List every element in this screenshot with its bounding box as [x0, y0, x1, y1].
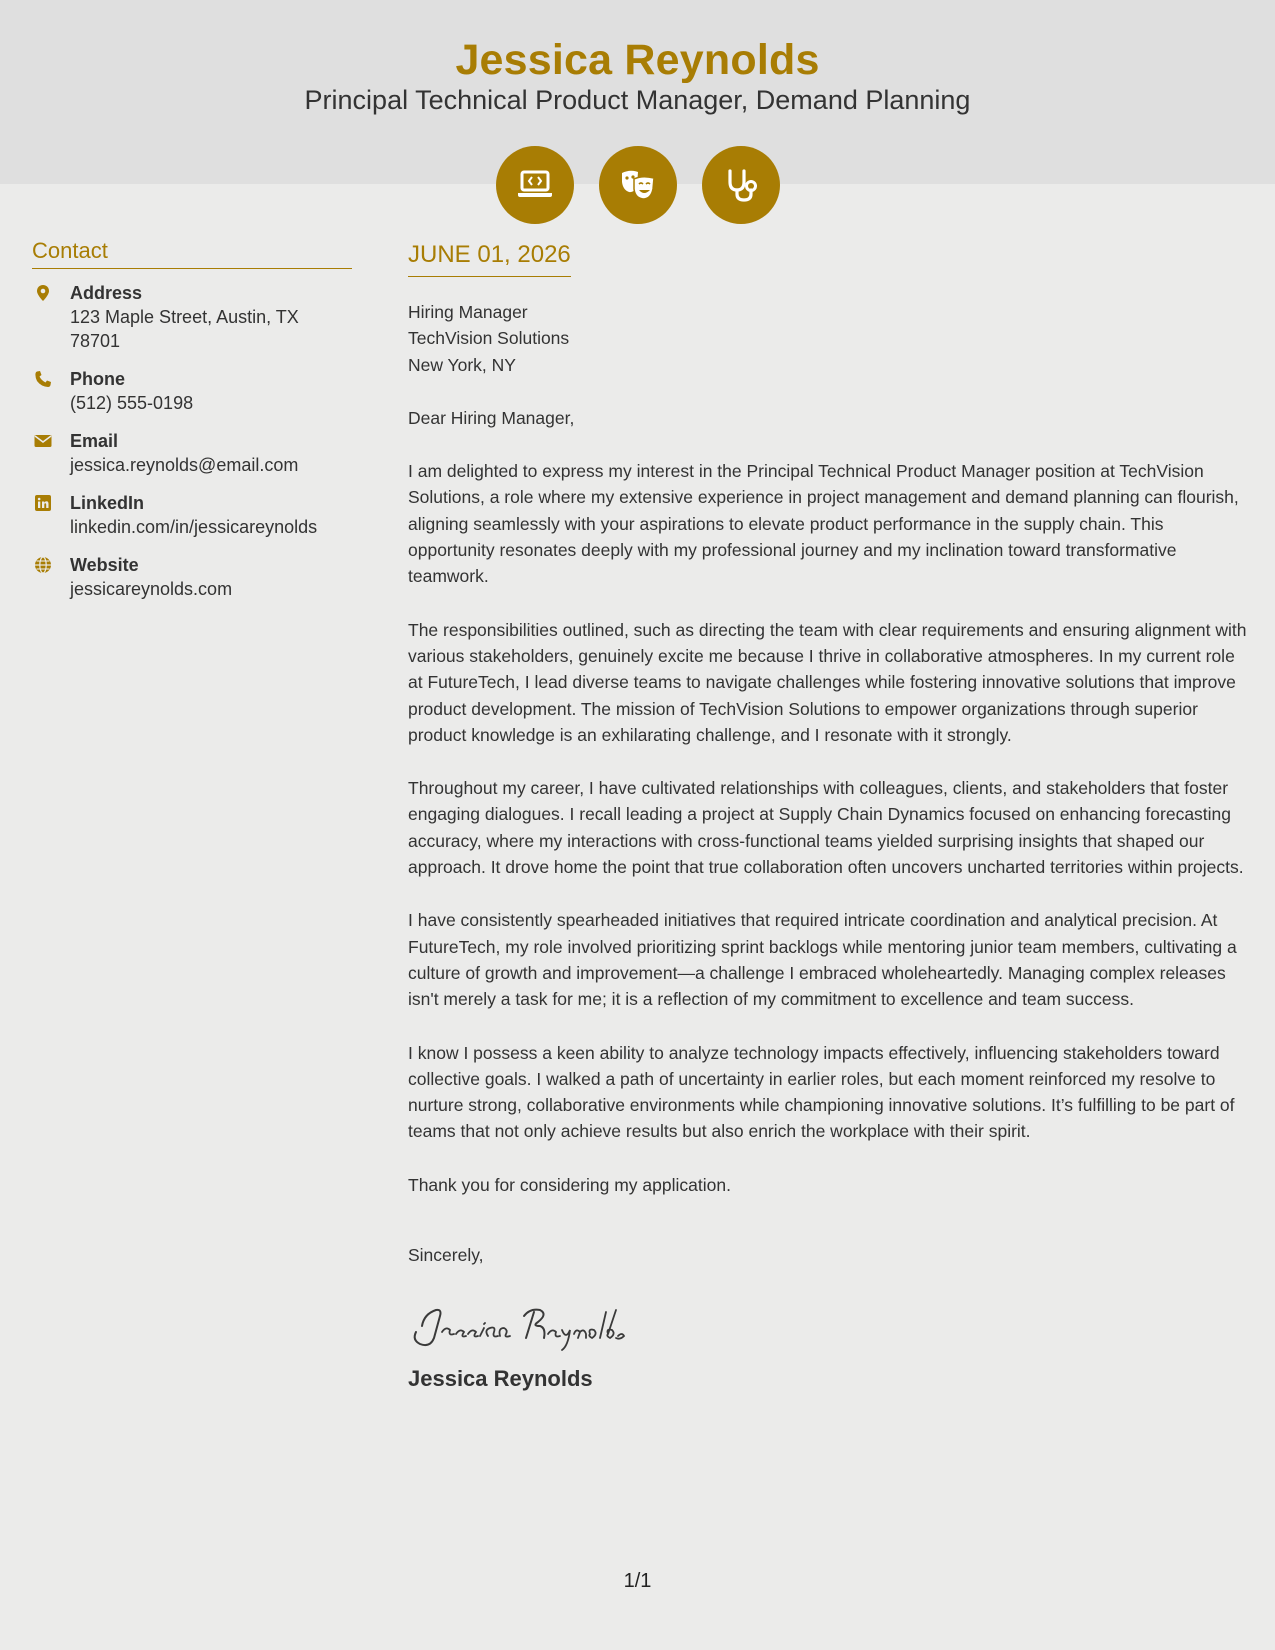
contact-sidebar [32, 238, 352, 615]
contact-label-website: Website [70, 555, 139, 575]
contact-label-email: Email [70, 431, 119, 451]
contact-item-phone [32, 367, 352, 415]
linkedin-icon [32, 491, 70, 512]
contact-label-phone: Phone [70, 369, 126, 389]
contact-value-phone: (512) 555-0198 [70, 393, 194, 413]
contact-item-address [32, 281, 352, 353]
recipient-block [408, 299, 1250, 378]
contact-label-address: Address [70, 283, 143, 303]
letter-paragraph: I have consistently spearheaded initiatives that required intricate coordination and analytical precision. At FutureTech, my role involved prioritizing sprint backlogs while mentoring junior team members, cultivating a culture of growth and improvement—a challenge I embraced wholeheartedly. Managing complex releases isn't merely a task for me; it is a reflection of my commitment to excellence and team success. [408, 910, 1237, 1010]
recipient-company: TechVision Solutions [408, 328, 570, 349]
letter-paragraph: I am delighted to express my interest in the Principal Technical Product Manager position at TechVision Solutions, a role where my extensive experience in project management and demand planning can flourish, aligning seamlessly with your aspirations to elevate product performance in the supply chain. This opportunity resonates deeply with my professional journey and my inclination toward transformative teamwork. [408, 461, 1239, 587]
contact-value-address: 123 Maple Street, Austin, TX 78701 [70, 307, 299, 351]
contact-item-email [32, 429, 352, 477]
contact-label-linkedin: LinkedIn [70, 493, 145, 513]
signoff: Sincerely, [408, 1245, 484, 1266]
contact-value-email[interactable]: jessica.reynolds@email.com [70, 455, 299, 475]
contact-list [32, 281, 352, 601]
contact-item-website [32, 553, 352, 601]
envelope-icon [32, 429, 70, 450]
hobby-icons [0, 146, 1275, 224]
contact-value-linkedin[interactable]: linkedin.com/in/jessicareynolds [70, 517, 318, 537]
recipient-location: New York, NY [408, 354, 516, 375]
letter-paragraph: Throughout my career, I have cultivated relationships with colleagues, clients, and stakeholders that foster engaging dialogues. I recall leading a project at Supply Chain Dynamics focused on enhancing forecasting accuracy, where my interactions with cross-functional teams yielded surprising insights that shaped our approach. It drove home the point that true collaboration often uncovers uncharted territories within projects. [408, 778, 1244, 878]
job-title: Principal Technical Product Manager, Demand Planning [304, 85, 971, 115]
contact-value-website[interactable]: jessicareynolds.com [70, 579, 233, 599]
closing-line: Thank you for considering my application. [408, 1174, 731, 1195]
recipient-name: Hiring Manager [408, 302, 528, 322]
letter-paragraph: The responsibilities outlined, such as directing the team with clear requirements and ensuring alignment with various stakeholders, genuinely excite me because I thrive in collaborative atmospheres. In my current role at FutureTech, I lead diverse teams to navigate challenges while fostering innovative solutions that improve product development. The mission of TechVision Solutions to empower organizations through superior product knowledge is an exhilarating challenge, and I resonate with it strongly. [408, 619, 1247, 745]
handwritten-signature [408, 1296, 1250, 1352]
phone-icon [32, 367, 70, 388]
applicant-name: Jessica Reynolds [455, 36, 820, 84]
letter-paragraph: I know I possess a keen ability to analyze technology impacts effectively, influencing stakeholders toward collective goals. I walked a path of uncertainty in earlier roles, but each moment reinforced my resolve to nurture strong, collaborative environments while championing innovative solutions. It’s fulfilling to be part of teams that not only achieve results but also enrich the workplace with their spirit. [408, 1042, 1235, 1142]
salutation: Dear Hiring Manager, [408, 407, 575, 428]
globe-icon [32, 553, 70, 574]
contact-item-linkedin [32, 491, 352, 539]
page-number: 1/1 [623, 1570, 652, 1592]
letter-date: JUNE 01, 2026 [408, 240, 571, 277]
map-marker-icon [32, 281, 70, 302]
signer-name: Jessica Reynolds [408, 1366, 593, 1392]
stethoscope-icon [702, 146, 780, 224]
letter-body [408, 240, 1250, 1393]
laptop-code-icon [496, 146, 574, 224]
contact-heading: Contact [32, 238, 352, 269]
theater-masks-icon [599, 146, 677, 224]
